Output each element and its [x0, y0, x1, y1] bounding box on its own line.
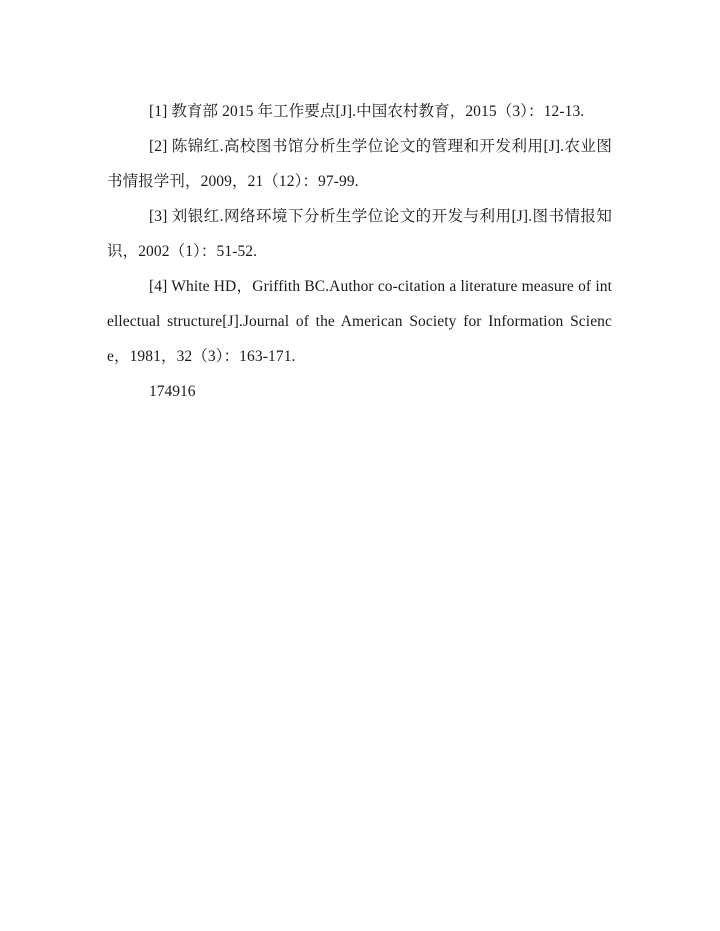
reference-item-2: [2] 陈锦红.高校图书馆分析生学位论文的管理和开发利用[J].农业图书情报学刊，2009，21（12）：97-99.: [107, 138, 612, 190]
reference-item-3: [3] 刘银红.网络环境下分析生学位论文的开发与利用[J].图书情报知识，2002（1）：51-52.: [107, 208, 612, 260]
reference-item-4: [4] White HD，Griffith BC.Author co-citation a literature measure of intellectual structure[J].Journal of the American Society for Information Science，1981，32（3）：163-171.: [107, 278, 612, 365]
reference-item-1: [1] 教育部 2015 年工作要点[J].中国农村教育，2015（3）：12-13.: [149, 103, 585, 120]
reference-list: [107, 94, 612, 409]
trailing-number: 174916: [149, 383, 196, 400]
